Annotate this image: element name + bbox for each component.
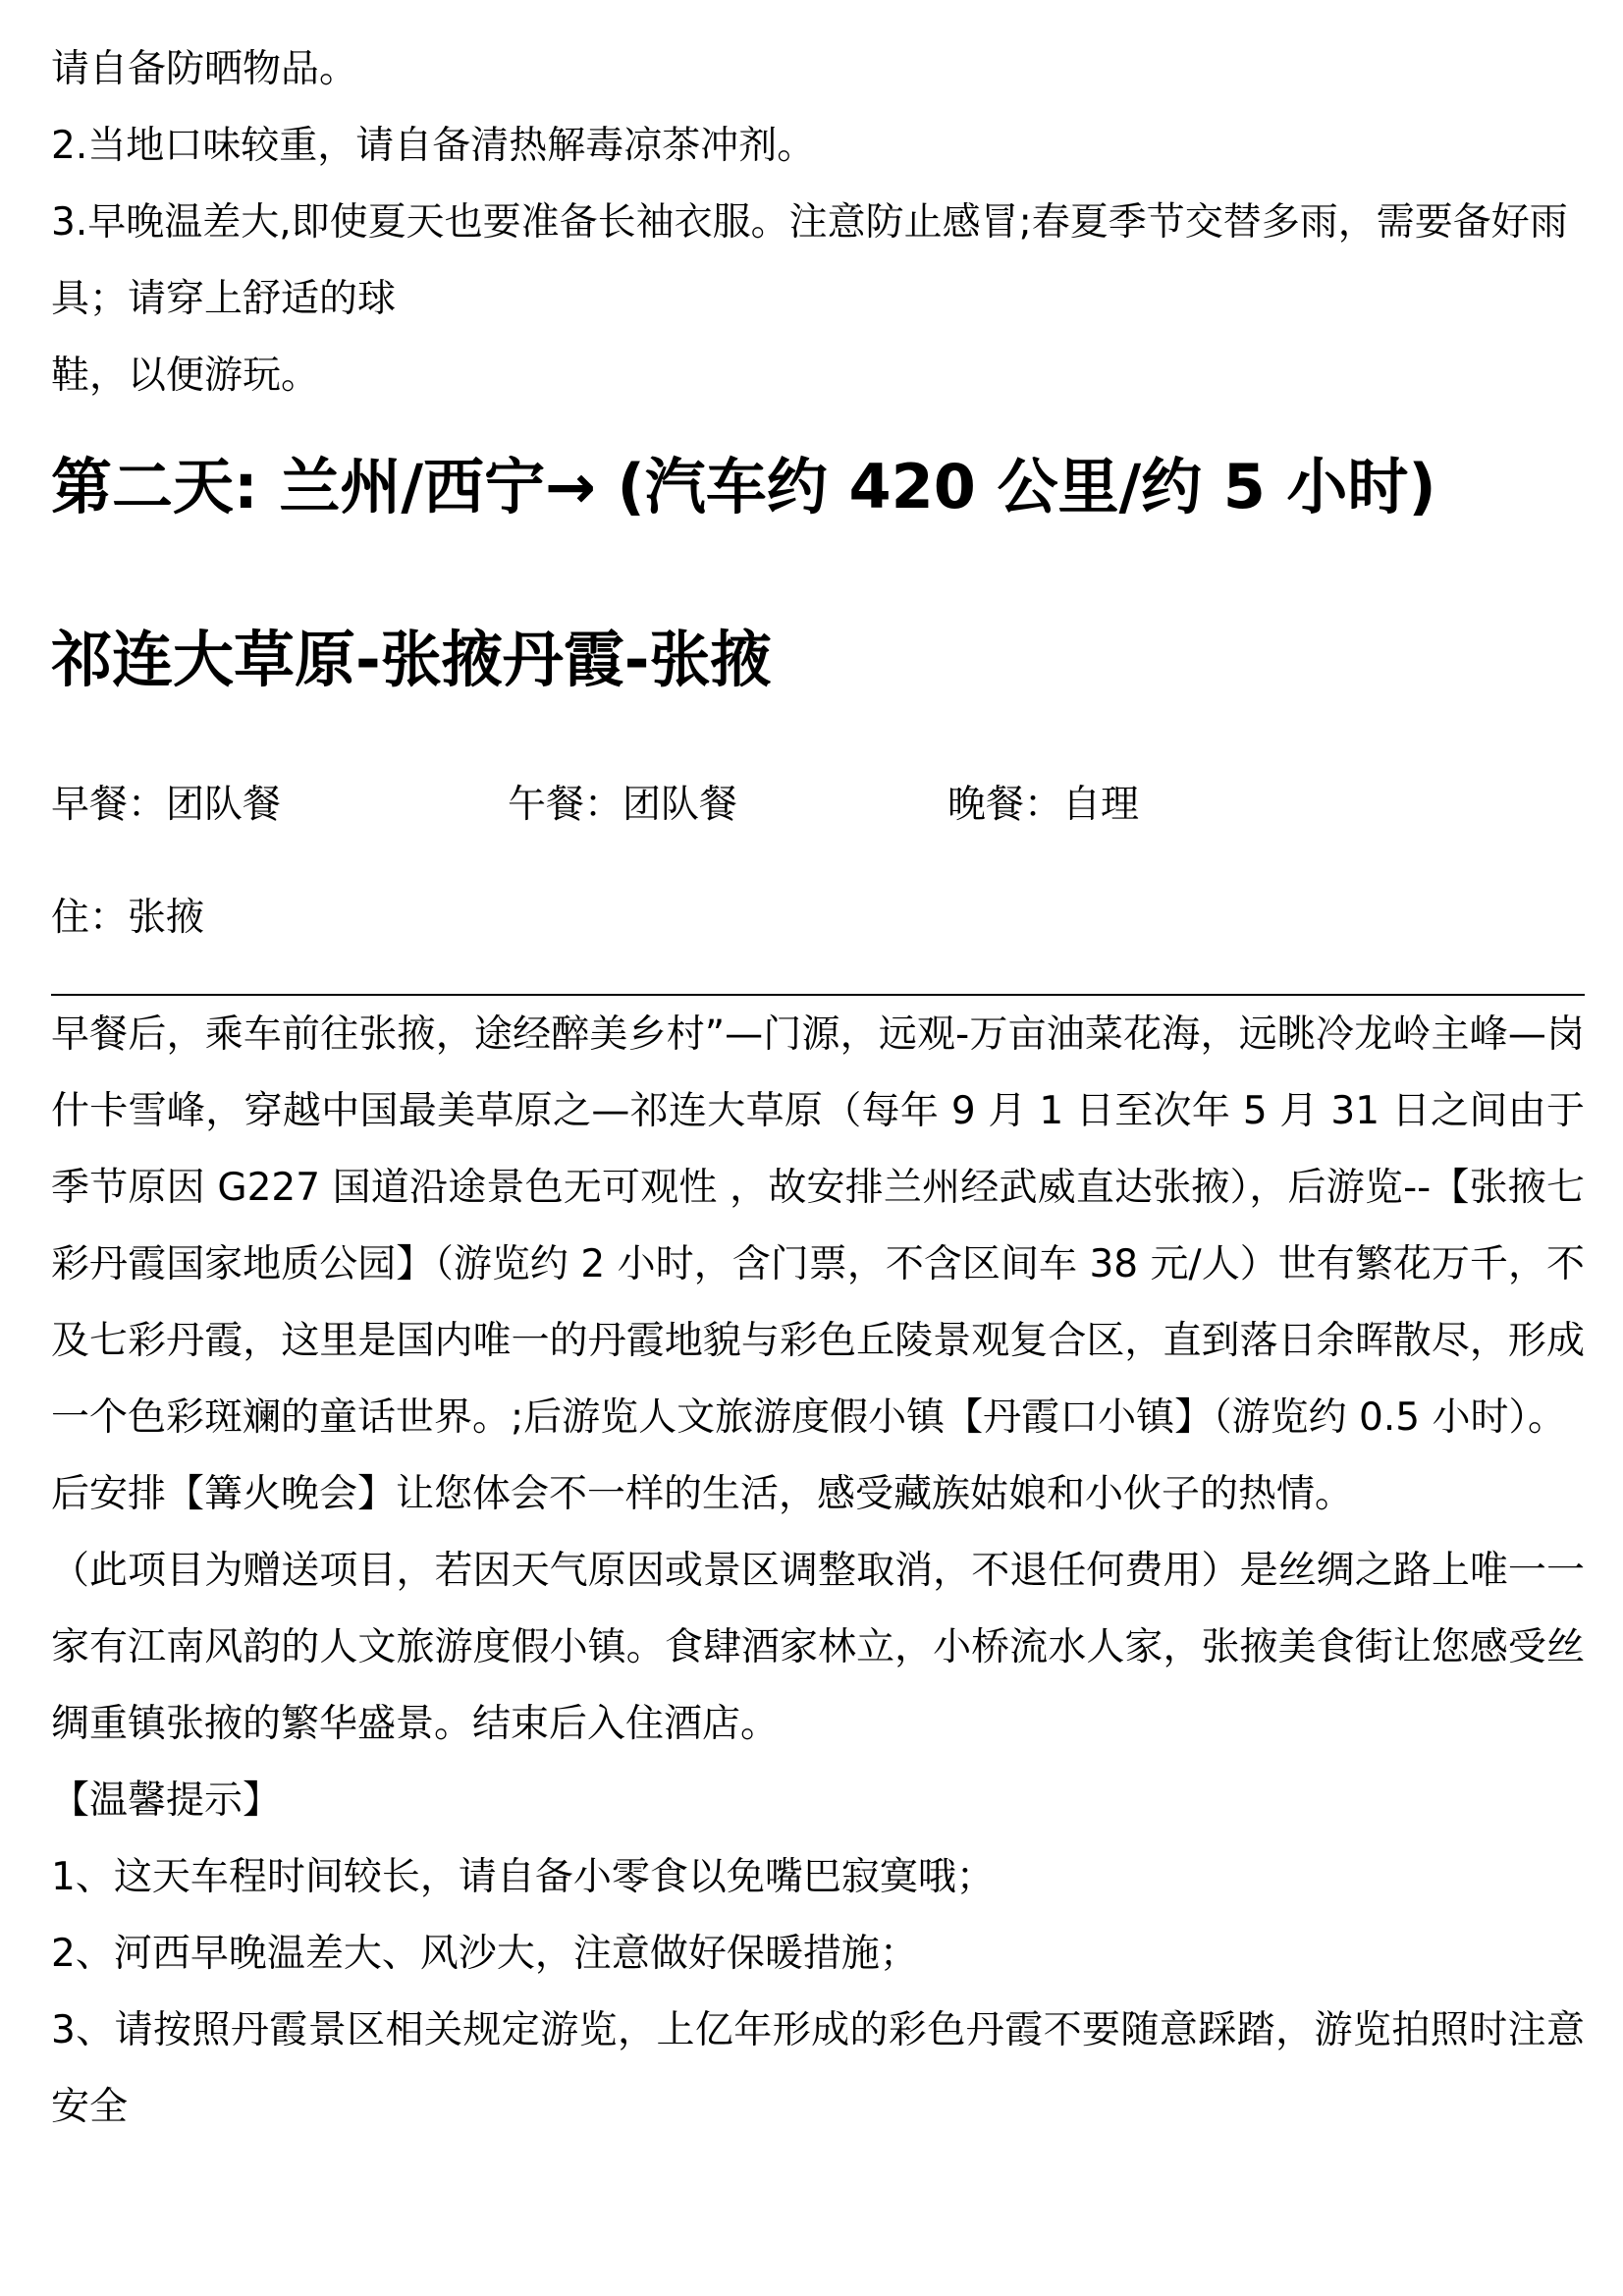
description-paragraph: 后安排【篝火晚会】让您体会不一样的生活，感受藏族姑娘和小伙子的热情。 [51, 1472, 1354, 1516]
divider [51, 994, 1585, 996]
intro-line: 3.早晚温差大,即使夏天也要准备长袖衣服。注意防止感冒;春夏季节交替多雨，需要备好雨具；请穿上舒适的球 [51, 200, 1568, 321]
meals-row [51, 776, 1585, 835]
description-paragraph: 早餐后，乘车前往张掖，途经醉美乡村”—门源，远观-万亩油菜花海，远眺冷龙岭主峰—岗什卡雪峰，穿越中国最美草原之—祁连大草原（每年 9 月 1 日至次年 5 月 31 日之间由于季节原因 G227 国道沿途景色无可观性 ，故安排兰州经武威直达张掖），后游览--【张掖七彩丹霞国家地质公园】（游览约 2 小时，含门票，不含区间车 38 元/人）世有繁花万千，不及七彩丹霞，这里是国内唯一的丹霞地貌与彩色丘陵景观复合区，直到落日余晖散尽，形成一个色彩斑斓的童话世界。;后游览人文旅游度假小镇【丹霞口小镇】（游览约 0.5 小时）。 [51, 1012, 1585, 1440]
day-subtitle: 祁连大草原-张掖丹霞-张掖 [51, 624, 772, 695]
intro-line: 请自备防晒物品。 [51, 47, 358, 91]
tips-heading: 【温馨提示】 [51, 1778, 282, 1823]
intro-line: 鞋，以便游玩。 [51, 354, 320, 398]
breakfast-info: 早餐：团队餐 [51, 783, 282, 827]
intro-notes [51, 31, 1585, 414]
lunch-info: 午餐：团队餐 [508, 783, 738, 827]
intro-line: 2.当地口味较重，请自备清热解毒凉茶冲剂。 [51, 124, 816, 168]
itinerary-description [51, 997, 1585, 2146]
day-title: 第二天: 兰州/西宁→ (汽车约 420 公里/约 5 小时) [51, 451, 1436, 522]
tip-item: 2、河西早晚温差大、风沙大，注意做好保暖措施； [51, 1932, 918, 1976]
description-paragraph: （此项目为赠送项目，若因天气原因或景区调整取消，不退任何费用）是丝绸之路上唯一一家有江南风韵的人文旅游度假小镇。食肆酒家林立，小桥流水人家，张掖美食街让您感受丝绸重镇张掖的繁华盛景。结束后入住酒店。 [51, 1549, 1585, 1746]
tip-item: 1、这天车程时间较长，请自备小零食以免嘴巴寂寞哦； [51, 1855, 995, 1899]
tip-item: 3、请按照丹霞景区相关规定游览，上亿年形成的彩色丹霞不要随意踩踏，游览拍照时注意安全 [51, 2008, 1585, 2129]
dinner-info: 晚餐：自理 [947, 783, 1140, 827]
accommodation-info: 住：张掖 [51, 896, 205, 940]
